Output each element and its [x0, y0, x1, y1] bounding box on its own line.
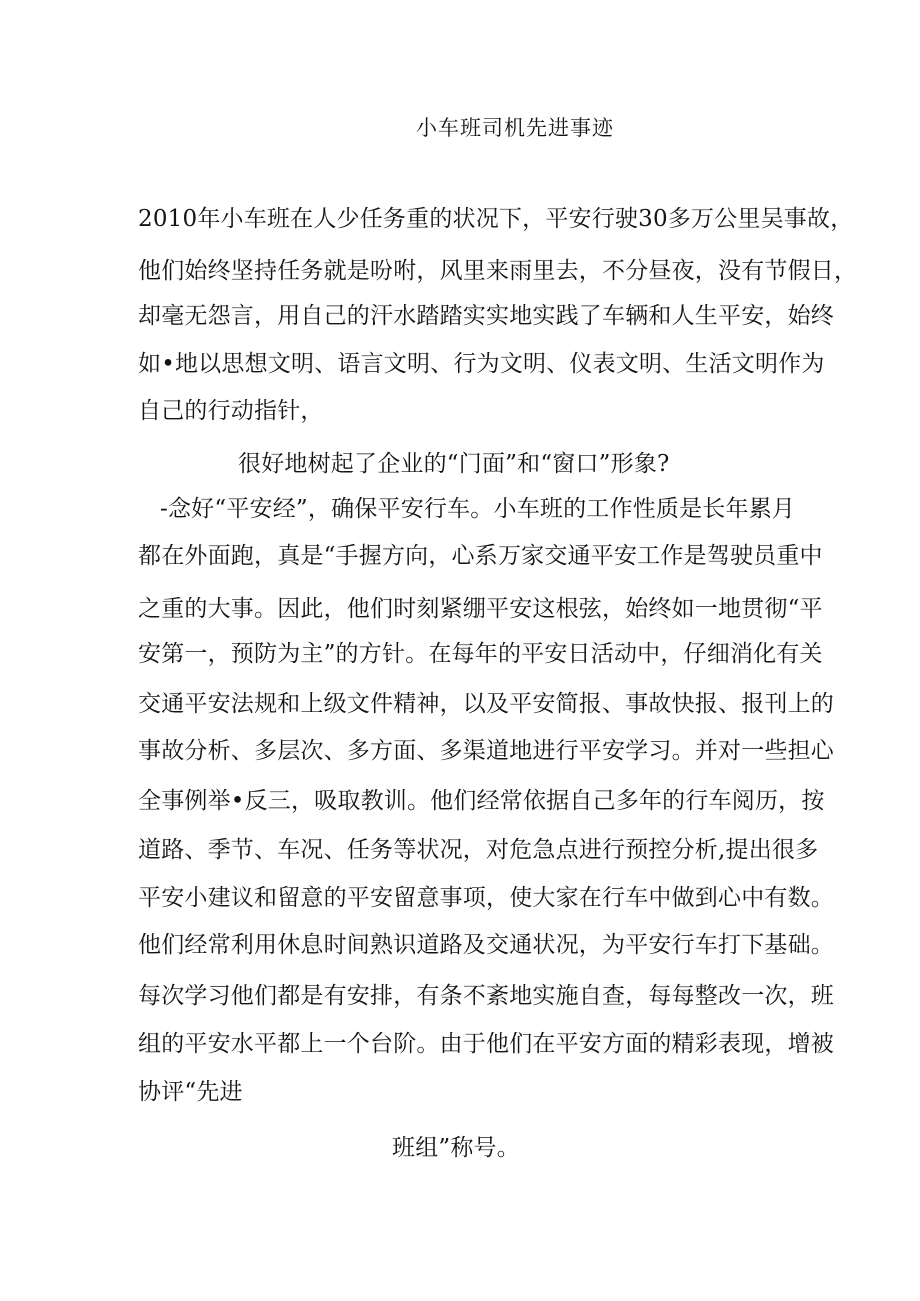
text-line: 他们经常利用休息时间熟识道路及交通状况，为平安行车打下基础。	[138, 932, 834, 958]
text-line: 之重的大事。因此，他们时刻紧绷平安这根弦，始终如一地贯彻“平	[138, 596, 823, 622]
text-line: 班组”称号。	[392, 1135, 520, 1161]
text-line: 平安小建议和留意的平安留意事项，使大家在行车中做到心中有数。	[138, 885, 834, 911]
text-line: 安第一，预防为主”的方针。在每年的平安日活动中，仔细消化有关	[138, 641, 823, 667]
text-line: 都在外面跑，真是“手握方向，心系万家交通平安工作是驾驶员重中	[138, 543, 823, 569]
text-line: 自己的行动指针，	[138, 398, 324, 424]
page-title: 小车班司机先进事迹	[416, 116, 614, 140]
text-line: 道路、季节、车况、任务等状况，对危急点进行预控分析,提出很多	[138, 837, 819, 863]
text-line: 他们始终坚持任务就是吩咐，风里来雨里去，不分昼夜，没有节假日，	[138, 258, 858, 284]
text-line: 2010年小车班在人少任务重的状况下，平安行驶30多万公里吴事故，	[138, 206, 854, 232]
text-line: -念好“平安经”，确保平安行车。小车班的工作性质是长年累月	[160, 496, 796, 522]
text-line: 交通平安法规和上级文件精神，以及平安简报、事故快报、报刊上的	[138, 691, 834, 717]
text-line: 事故分析、多层次、多方面、多渠道地进行平安学习。并对一些担心	[138, 738, 834, 764]
text-line: 如•地以思想文明、语言文明、行为文明、仪表文明、生活文明作为	[138, 351, 825, 377]
text-line: 组的平安水平都上一个台阶。由于他们在平安方面的精彩表现，增被	[138, 1031, 834, 1057]
text-line: 却毫无怨言，用自己的汗水踏踏实实地实践了车辆和人生平安，始终	[138, 303, 834, 329]
text-line: 全事例举•反三，吸取教训。他们经常依据自己多年的行车阅历，按	[138, 788, 825, 814]
text-line: 每次学习他们都是有安排，有条不紊地实施自查，每每整改一次，班	[138, 983, 834, 1009]
text-line: 协评“先进	[138, 1079, 243, 1105]
text-line: 很好地树起了企业的“门面”和“窗口”形象?	[238, 451, 670, 477]
